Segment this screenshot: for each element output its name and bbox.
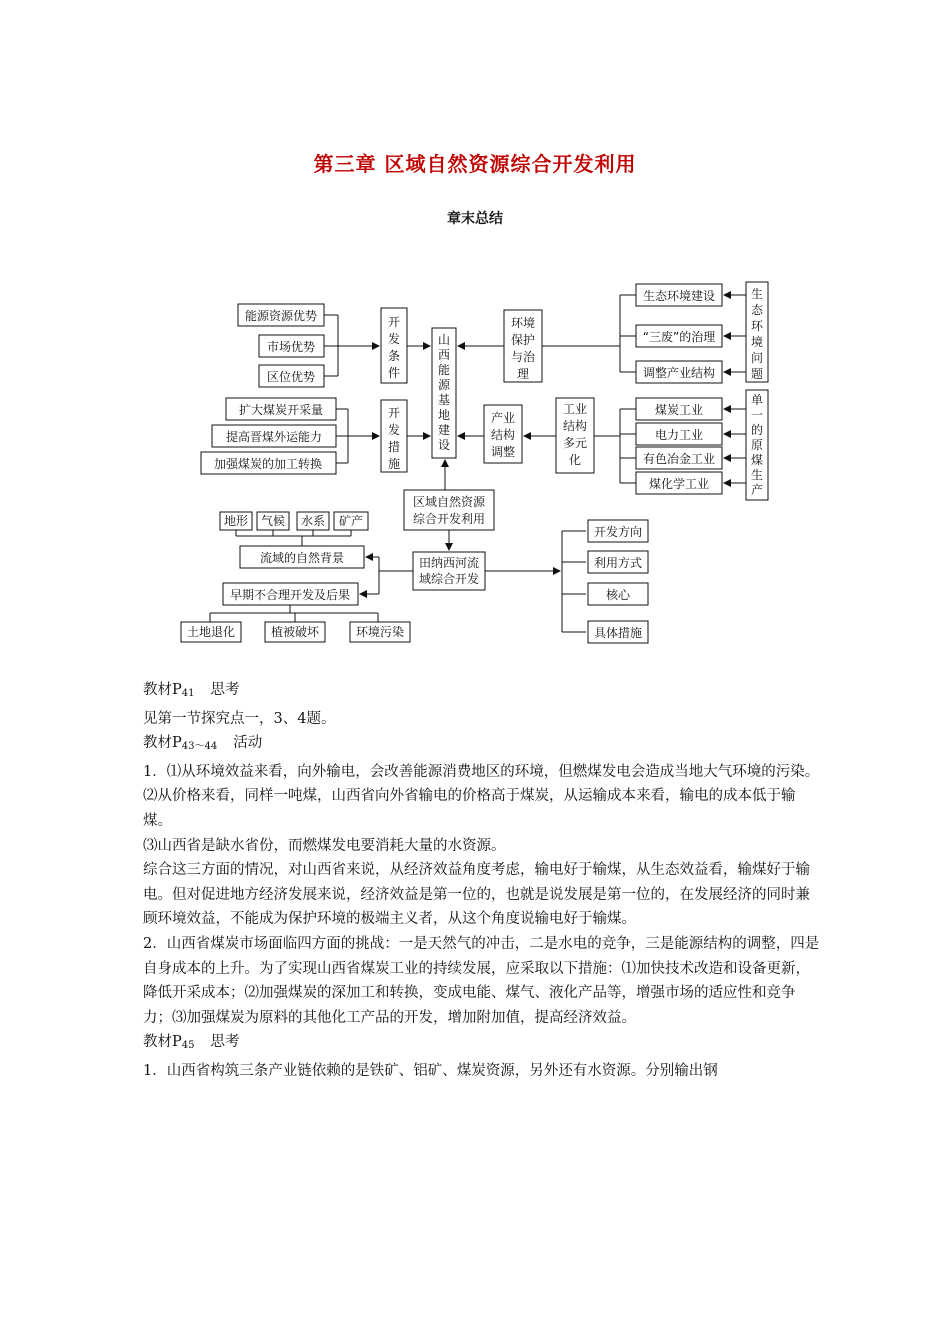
heading-label: 教材P xyxy=(143,682,182,698)
center-c3: 能 xyxy=(437,363,451,377)
tva-item-3: 核心 xyxy=(605,588,631,602)
industry-diversify-l1: 工业 xyxy=(562,402,588,416)
center-c1: 山 xyxy=(437,333,451,347)
nature-factor-2: 气候 xyxy=(260,514,286,528)
nature-background: 流域的自然背景 xyxy=(259,551,345,565)
paragraph-1: 见第一节探究点一，3、4题。 xyxy=(143,710,336,727)
eco-problem-c4: 境 xyxy=(750,335,764,349)
single-coal-c7: 产 xyxy=(750,483,764,497)
env-item-2: “三废”的治理 xyxy=(642,330,716,344)
consequence-1: 土地退化 xyxy=(186,625,236,639)
advantage-1: 能源资源优势 xyxy=(244,309,318,323)
industry-2: 电力工业 xyxy=(654,428,704,442)
single-coal-c4: 原 xyxy=(750,438,764,452)
eco-problem-c3: 环 xyxy=(750,319,764,333)
eco-problem-c2: 态 xyxy=(750,303,764,317)
industry-3: 有色冶金工业 xyxy=(642,452,716,466)
measure-3: 加强煤炭的加工转换 xyxy=(213,457,323,471)
single-coal-c3: 的 xyxy=(750,423,764,437)
single-coal-c6: 生 xyxy=(750,468,764,482)
heading-p41 xyxy=(143,678,823,707)
page-ref: 43～44 xyxy=(181,741,218,753)
measure-2: 提高晋煤外运能力 xyxy=(225,430,323,444)
center-c8: 设 xyxy=(437,438,451,452)
heading-p43 xyxy=(143,731,823,760)
industry-4: 煤化学工业 xyxy=(648,477,710,491)
env-item-3: 调整产业结构 xyxy=(642,366,716,380)
nature-factor-3: 水系 xyxy=(300,514,326,528)
center-c7: 建 xyxy=(437,423,451,437)
heading-label: 教材P xyxy=(143,735,182,752)
paragraph-5: 综合这三方面的情况，对山西省来说，从经济效益角度考虑，输电好于输煤，从生态效益看，输煤好于输电。但对促进地方经济发展来说，经济效益是第一位的，也就是说发展是第一位的，在发展经济的同时兼顾环境效益，不能成为保护环境的极端主义者，从这个角度说输电好于输煤。 xyxy=(143,862,810,928)
industry-adjust-l3: 调整 xyxy=(490,445,516,459)
center-c5: 基 xyxy=(437,393,451,407)
paragraph-4: ⑶山西省是缺水省份，而燃煤发电要消耗大量的水资源。 xyxy=(143,837,506,854)
page-ref: 45 xyxy=(181,1040,195,1052)
eco-problem-c1: 生 xyxy=(750,287,764,301)
concept-map xyxy=(0,270,950,650)
section-subtitle: 章末总结 xyxy=(447,211,503,227)
page-ref: 41 xyxy=(181,688,195,699)
tva-item-1: 开发方向 xyxy=(593,525,643,539)
dev-measures-c2: 发 xyxy=(387,423,401,437)
body-text xyxy=(143,678,823,1084)
env-protection-l1: 环境 xyxy=(510,316,536,330)
industry-adjust-l2: 结构 xyxy=(490,428,516,442)
chapter-title: 第三章 区域自然资源综合开发利用 xyxy=(313,152,637,176)
industry-diversify-l3: 多元 xyxy=(562,436,588,450)
early-dev: 早期不合理开发及后果 xyxy=(229,588,351,602)
dev-measures-c3: 措 xyxy=(387,440,401,454)
single-coal-c1: 单 xyxy=(750,393,764,407)
env-item-1: 生态环境建设 xyxy=(642,289,716,303)
dev-measures-c1: 开 xyxy=(387,406,401,420)
heading-tail: 活动 xyxy=(233,735,263,752)
measure-1: 扩大煤炭开采量 xyxy=(238,403,324,417)
eco-problem-c5: 问 xyxy=(750,351,764,365)
dev-conditions-c3: 条 xyxy=(387,349,401,363)
center-c2: 西 xyxy=(437,348,451,362)
advantage-2: 市场优势 xyxy=(266,340,316,354)
tennessee-l2: 域综合开发 xyxy=(418,572,480,586)
single-coal-c2: 一 xyxy=(750,408,764,422)
env-protection-l2: 保护 xyxy=(510,333,536,347)
center-c4: 源 xyxy=(437,378,451,392)
advantage-3: 区位优势 xyxy=(266,370,316,384)
heading-p45 xyxy=(143,1030,823,1059)
dev-conditions-c2: 发 xyxy=(387,332,401,346)
eco-problem-c6: 题 xyxy=(750,367,764,381)
paragraph-7: 1．山西省构筑三条产业链依赖的是铁矿、铝矿、煤炭资源，另外还有水资源。分别输出钢 xyxy=(143,1062,718,1079)
industry-1: 煤炭工业 xyxy=(654,403,704,417)
single-coal-c5: 煤 xyxy=(750,453,764,467)
heading-label: 教材P xyxy=(143,1034,182,1051)
env-protection-l4: 理 xyxy=(516,367,530,381)
regional-box-l2: 综合开发利用 xyxy=(412,512,486,526)
heading-tail: 思考 xyxy=(210,1034,240,1051)
regional-box-l1: 区域自然资源 xyxy=(412,495,486,509)
tennessee-l1: 田纳西河流 xyxy=(418,556,480,570)
paragraph-3: ⑵从价格来看，同样一吨煤，山西省向外省输电的价格高于煤炭，从运输成本来看，输电的成本低于输煤。 xyxy=(143,788,796,829)
nature-factor-4: 矿产 xyxy=(338,514,364,528)
dev-conditions-c1: 开 xyxy=(387,315,401,329)
industry-adjust-l1: 产业 xyxy=(490,411,516,425)
industry-diversify-l2: 结构 xyxy=(562,419,588,433)
industry-diversify-l4: 化 xyxy=(568,453,582,467)
nature-factor-1: 地形 xyxy=(223,514,249,528)
paragraph-6: 2．山西省煤炭市场面临四方面的挑战：一是天然气的冲击，二是水电的竞争，三是能源结构的调整，四是自身成本的上升。为了实现山西省煤炭工业的持续发展，应采取以下措施：⑴加快技术改造和设备更新，降低开采成本；⑵加强煤炭的深加工和转换，变成电能、煤气、液化产品等，增强市场的适应性和竞争力；⑶加强煤炭为原料的其他化工产品的开发，增加附加值，提高经济效益。 xyxy=(143,935,820,1026)
consequence-3: 环境污染 xyxy=(355,625,405,639)
tva-item-4: 具体措施 xyxy=(593,626,643,640)
tva-item-2: 利用方式 xyxy=(593,556,643,570)
dev-conditions-c4: 件 xyxy=(387,366,401,380)
dev-measures-c4: 施 xyxy=(387,457,401,471)
consequence-2: 植被破坏 xyxy=(270,625,320,639)
paragraph-2: 1．⑴从环境效益来看，向外输电，会改善能源消费地区的环境，但燃煤发电会造成当地大气环境的污染。 xyxy=(143,763,820,780)
center-c6: 地 xyxy=(437,408,451,422)
heading-tail: 思考 xyxy=(210,682,240,698)
env-protection-l3: 与治 xyxy=(510,350,536,364)
